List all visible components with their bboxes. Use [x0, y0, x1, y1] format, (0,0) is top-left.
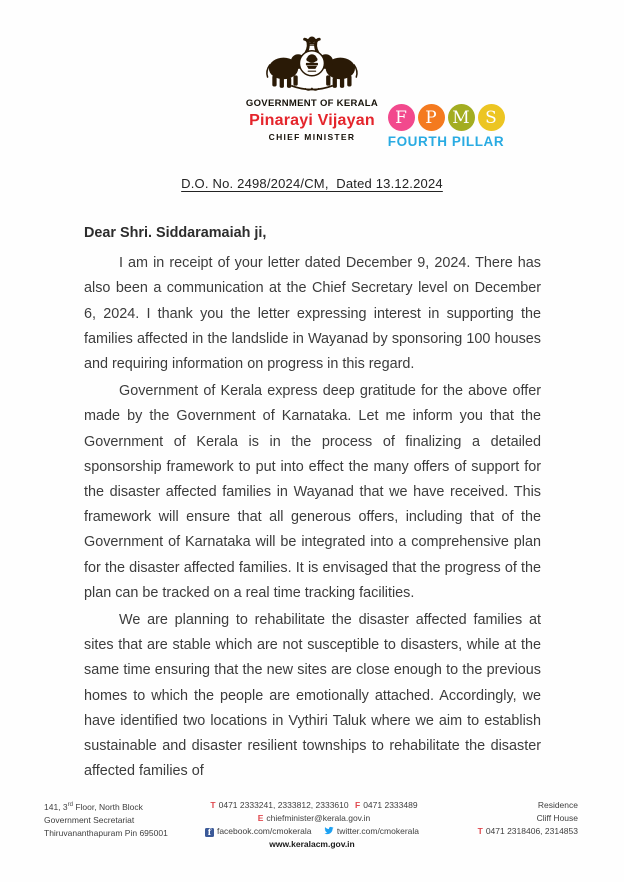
- website-line: www.keralacm.gov.in: [269, 839, 355, 849]
- office-address-line1: 141, 3rd Floor, North Block: [44, 801, 143, 812]
- residence-phone-label: T: [477, 826, 483, 836]
- residence-house: Cliff House: [536, 813, 578, 823]
- reference-number-line: D.O. No. 2498/2024/CM, Dated 13.12.2024: [181, 176, 443, 191]
- kerala-emblem-icon: [260, 34, 364, 96]
- office-address-line3: Thiruvananthapuram Pin 695001: [44, 827, 168, 838]
- chief-minister-title: CHIEF MINISTER: [268, 132, 356, 142]
- residence-title: Residence: [537, 800, 578, 810]
- fourth-pillar-label: FOURTH PILLAR: [387, 134, 505, 149]
- phone-label: T: [210, 800, 216, 810]
- fax-label: F: [355, 800, 361, 810]
- letterhead: [246, 34, 378, 142]
- fpms-letter-f: F: [388, 104, 415, 131]
- email-line: E chiefminister@kerala.gov.in: [257, 813, 371, 823]
- paragraph-2: Government of Kerala express deep gratitude for the above offer made by the Government of Karnataka. Let me inform you that the Government of Kerala is in the process of finalizing a detailed sponsorship framework to put into effect the many offers of support for the disaster affected families in Wayanad that we have received. This framework will ensure that all generous offers, including that of the Government of Karnataka will be integrated into a comprehensive plan for the disaster affected families. It is envisaged that the progress of the plan can be tracked on a real time tracking facilities.: [84, 383, 541, 601]
- letter-body: [84, 221, 541, 786]
- residence-phone-line: T 0471 2318406, 2314853: [477, 826, 578, 836]
- paragraph-3: We are planning to rehabilitate the disaster affected families at sites that are stable which are not susceptible to disasters, while at the same time ensuring that the new sites are close enough to the previous homes to which the people are emotionally attached. Accordingly, we have identified two locations in Vythiri Taluk where we aim to establish sustainable and disaster resilient townships to rehabilitate the disaster affected families of: [84, 612, 541, 780]
- fpms-letter-m: M: [448, 104, 475, 131]
- twitter-icon: [324, 826, 334, 835]
- contact-details: [120, 799, 504, 851]
- facebook-icon: f: [205, 828, 214, 837]
- office-address-line2: Government Secretariat: [44, 814, 135, 825]
- salutation: Dear Shri. Siddaramaiah ji,: [84, 225, 267, 241]
- email-label: E: [257, 813, 264, 823]
- fpms-letter-p: P: [418, 104, 445, 131]
- fpms-letter-s: S: [478, 104, 505, 131]
- fpms-letter-circles: [381, 104, 511, 131]
- social-line: f facebook.com/cmokerala twitter.com/cmokerala: [120, 825, 504, 838]
- chief-minister-name: Pinarayi Vijayan: [249, 112, 375, 129]
- government-of-kerala-label: GOVERNMENT OF KERALA: [245, 98, 379, 109]
- paragraph-1: I am in receipt of your letter dated December 9, 2024. There has also been a communication at the Chief Secretary level on December 6, 2024. I thank you the letter expressing interest in supporting the families affected in the landslide in Wayanad by sponsoring 100 houses and requiring information on progress in this regard.: [84, 255, 541, 373]
- residence-address: [474, 799, 578, 838]
- fpms-logo: [381, 104, 511, 149]
- phone-fax-line: T 0471 2333241, 2333812, 2333610 F 0471 2333489: [210, 800, 418, 810]
